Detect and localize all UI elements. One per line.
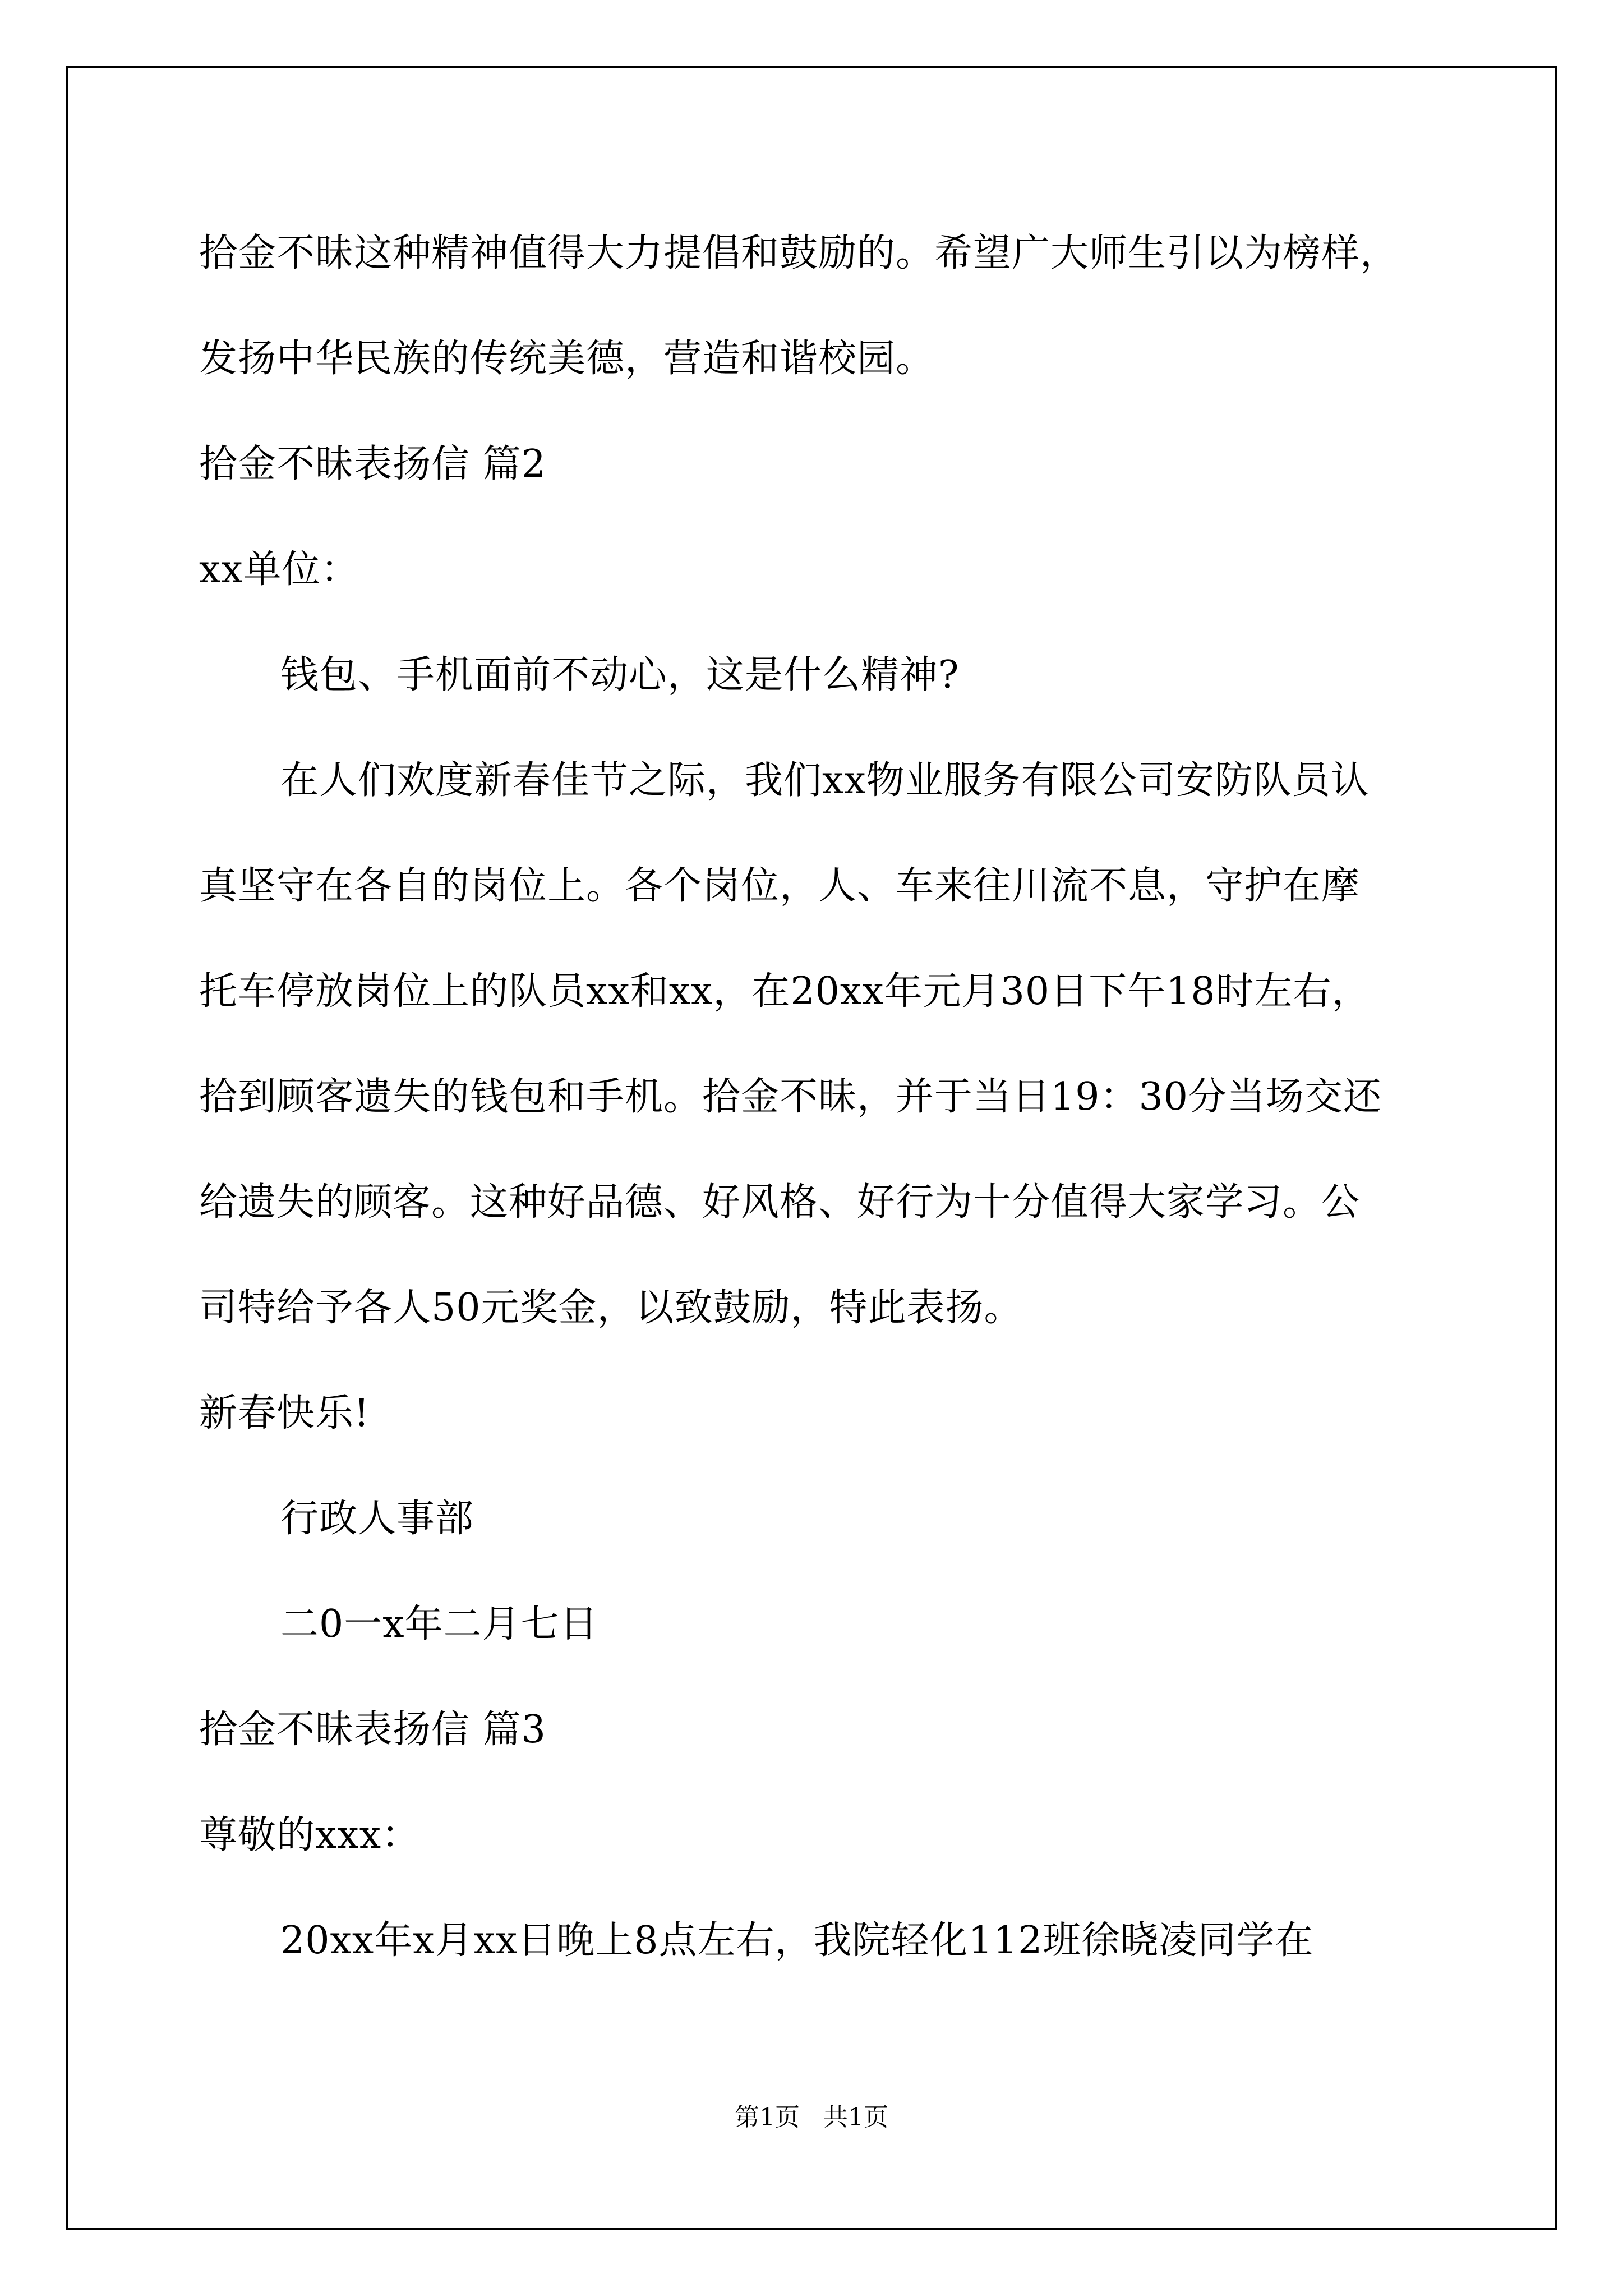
body-line: 发扬中华民族的传统美德，营造和谐校园。	[199, 337, 935, 381]
body-line: 拾到顾客遗失的钱包和手机。拾金不昧，并于当日19：30分当场交还	[199, 1075, 1382, 1119]
salutation: xx单位：	[199, 547, 359, 592]
body-line: 给遗失的顾客。这种好品德、好风格、好行为十分值得大家学习。公	[199, 1180, 1361, 1225]
body-line: 20xx年x月xx日晚上8点左右，我院轻化112班徐晓凌同学在	[280, 1918, 1314, 1963]
signature-department: 行政人事部	[280, 1497, 474, 1541]
body-line: 真坚守在各自的岗位上。各个岗位，人、车来往川流不息，守护在摩	[199, 864, 1361, 908]
body-line: 司特给予各人50元奖金，以致鼓励，特此表扬。	[199, 1286, 1023, 1330]
section-heading: 拾金不昧表扬信 篇3	[199, 1708, 546, 1752]
section-heading: 拾金不昧表扬信 篇2	[199, 442, 546, 486]
signature-date: 二0一x年二月七日	[280, 1602, 598, 1646]
body-line: 钱包、手机面前不动心，这是什么精神?	[280, 653, 960, 697]
body-line: 托车停放岗位上的队员xx和xx，在20xx年元月30日下午18时左右，	[199, 969, 1371, 1014]
body-line: 拾金不昧这种精神值得大力提倡和鼓励的。希望广大师生引以为榜样，	[199, 231, 1399, 275]
salutation: 尊敬的xxx：	[199, 1813, 421, 1857]
body-line: 在人们欢度新春佳节之际，我们xx物业服务有限公司安防队员认	[280, 758, 1370, 803]
page-number-footer: 第1页 共1页	[735, 2103, 888, 2132]
closing-line: 新春快乐!	[199, 1391, 370, 1435]
page-frame	[66, 66, 1557, 2230]
